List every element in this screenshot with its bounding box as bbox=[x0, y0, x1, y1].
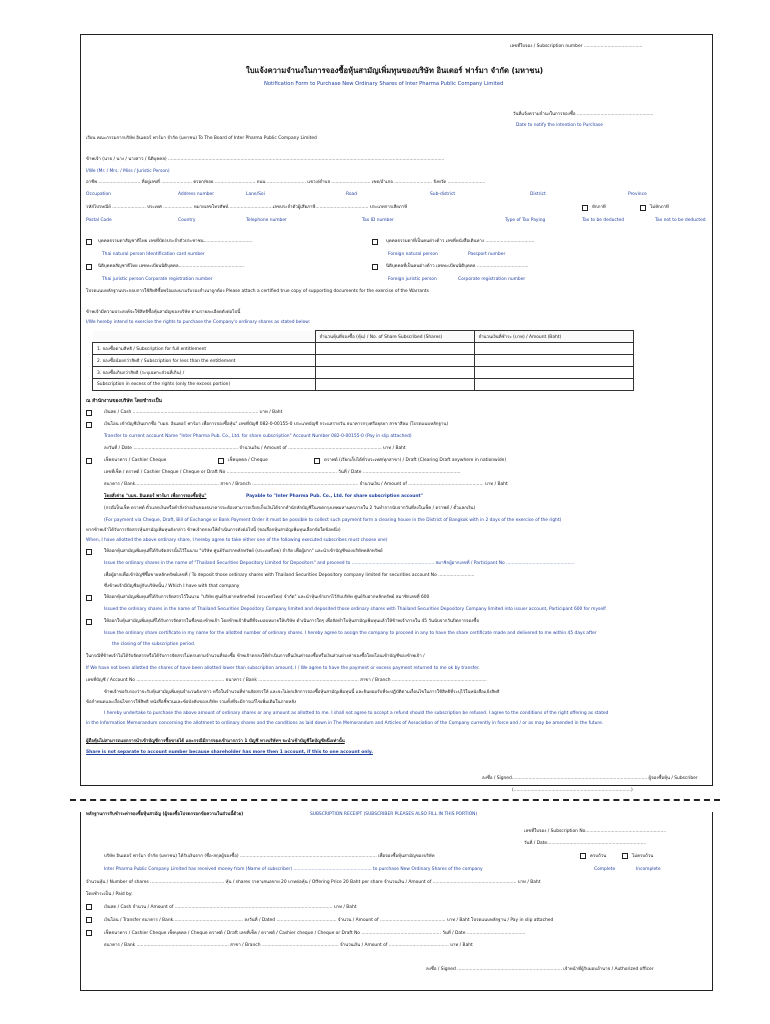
note-en: Share is not separate to account number because shareholder has more then 1 account, if this to one account only. bbox=[86, 750, 373, 755]
payable-th: โดยสั่งจ่าย "บมจ. อินเตอร์ ฟาร์มา เพื่อการจองซื้อหุ้น" bbox=[104, 494, 207, 499]
personal-cheque-label: เช็คบุคคล / Cheque bbox=[228, 458, 268, 463]
row-full-entitlement: 1. จองซื้อตามสิทธิ / Subscription for full entitlement bbox=[93, 343, 316, 355]
opt2-en: Issued the ordinary shares in the name of Thailand Securities Depository Company limited and deposited those ordinary shares with Thailand Securities Depository Company limited into issuer account, Participant 600 for myself bbox=[104, 607, 606, 612]
cheque-number[interactable]: เลขที่เช็ค / ดราฟต์ / Cashier Cheque / Cheque or Draft No ............................................................................... วันที่ / Date ...................................................................... bbox=[104, 470, 461, 475]
allotment-heading-en: When, I have allotted the above ordinary share, I hereby agree to take either one of the following executed subscribes must choose one) bbox=[86, 538, 388, 543]
table-row bbox=[93, 355, 634, 367]
complete-label-th: ครบถ้วน bbox=[590, 854, 607, 859]
draft-label: ดราฟต์ (เรียกเก็บได้ทั่วประเทศ/ทุกสาขา) / Draft (Clearing Draft anywhere in nationwide) bbox=[324, 458, 507, 463]
cell-input[interactable] bbox=[315, 343, 474, 355]
transfer-th: เงินโอน เข้าบัญชีเงินฝากชื่อ "บมจ. อินเตอร์ ฟาร์มา เพื่อการจองซื้อหุ้น" เลขที่บัญชี 082-0-00155-0 ประเภทบัญชี กระแสรายวัน ธนาคารกรุงศรีอยุธยา สาขาสีลม (โปรดแนบหลักฐาน) bbox=[104, 422, 449, 427]
cell-input[interactable] bbox=[315, 379, 474, 391]
table-row bbox=[93, 367, 634, 379]
undertake-th: ข้าพเจ้าขอรับรองว่าจะรับหุ้นสามัญเพิ่มทุนจำนวนดังกล่าว หรือในจำนวนที่ท่านจัดสรรให้ และจะไม่ยกเลิกการจองซื้อหุ้นสามัญเพิ่มทุนนี้ และยินยอมรับที่จะปฏิบัติตามเงื่อนไขในการใช้สิทธิที่ระบุไว้ในหนังสือแจ้งสิทธิ bbox=[104, 690, 500, 695]
foreign-juristic-reg[interactable]: นิติบุคคลที่เป็นคนต่างด้าว เลขทะเบียนนิติบุคคล ..................................... bbox=[386, 264, 529, 269]
applicant-contact[interactable]: รหัสไปรษณีย์ ........................ ประเทศ ..................... หมายเลขโทรศัพท์................................เลขประจำตัวผู้เสียภาษี...................................... ประเภทการเสียภาษี bbox=[86, 205, 408, 210]
row-excess-en: Subscription in excess of the rights (only the excess portion) bbox=[93, 379, 316, 391]
cell-input[interactable] bbox=[315, 355, 474, 367]
foreign-natural-passport[interactable]: บุคคลธรรมดาที่เป็นคนต่างด้าว เลขที่หนังสือเดินทาง ................................... bbox=[386, 239, 535, 244]
receipt-company-en: Inter Pharma Public Company Limited has received money from (Name of subscriber) ........................................................ to purchase New Ordinary Shares of the company bbox=[104, 867, 483, 872]
undertake-en: I hereby undertake to purchase the above amount of ordinary shares or any amount as allotted to me. I shall not agree to accept a refund should the subscription be refused. I agree to the conditions of the right offering as stated bbox=[104, 711, 609, 716]
contact-label-not-deducted: Tax not to be deducted bbox=[655, 218, 706, 223]
payable-en: Payable to "Inter Pharma Pub. Co., Ltd. for share subscription account" bbox=[246, 494, 423, 499]
receipt-transfer[interactable]: เงินโอน / Transfer ธนาคาร / Bank.................................................. ลงวันที่ / Dated ........................................... จำนวน / Amount of ............................................... บาท / Baht โปรดแนบหลักฐาน / Pay in slip attached bbox=[104, 918, 554, 923]
opt2-th: ให้ออกหุ้นสามัญเพิ่มทุนที่ได้รับการจัดสรรไว้ในนาม "บริษัท ศูนย์รับฝากหลักทรัพย์ (ประเทศไทย) จำกัด" และนำหุ้นเข้าฝากไว้กับบริษัท ศูนย์รับฝากหลักทรัพย์ สมาชิกเลขที่ 600 bbox=[104, 595, 430, 600]
allotment-heading-th: หากข้าพเจ้าได้รับการจัดสรรหุ้นสามัญเพิ่มทุนดังกล่าว ข้าพเจ้าตกลงให้ดำเนินการดังต่อไปนี้ (ขอเลือกหุ้นสามัญเพิ่มทุนเลือกข้อใดข้อหนึ่ง) bbox=[86, 528, 341, 533]
refund-th: ในกรณีที่ข้าพเจ้าไม่ได้รับจัดสรรหรือได้รับการจัดสรรไม่ครบตามจำนวนที่จองซื้อ ข้าพเจ้าตกลงให้ดำเนินการคืนเงินค่าจองซื้อหรือเงินส่วนต่างค่าจองซื้อโดยโอนเข้าบัญชีของข้าพเจ้า / bbox=[86, 654, 425, 659]
contact-label-deducted: Tax to be deducted bbox=[582, 218, 625, 223]
thai-juristic-en: Thai juristic person Corporate registration number bbox=[102, 277, 213, 282]
form-title-th: ใบแจ้งความจำนงในการจองซื้อหุ้นสามัญเพิ่มทุนของบริษัท อินเตอร์ ฟาร์มา จำกัด (มหาชน) bbox=[246, 66, 544, 75]
tax-not-deducted-label: ไม่หักภาษี bbox=[650, 205, 669, 210]
applicant-name[interactable]: ข้าพเจ้า (นาย / นาง / นางสาว / นิติบุคคล) ...................................................................................................................................................................................................... bbox=[86, 157, 445, 162]
incomplete-label-th: ไม่ครบถ้วน bbox=[632, 854, 654, 859]
opt3-en: Issue the ordinary share certificate in my name for the allotted number of ordinary shares. I hereby agree to assign the company to proceed in any to have the share certificate made and delivered to me within 45 days after bbox=[104, 631, 597, 636]
transfer-date[interactable]: ลงวันที่ / Date ........................................................................... จำนวนเงิน / Amount of ................................................................... บาท / Baht bbox=[104, 446, 406, 451]
cell-input[interactable] bbox=[474, 343, 633, 355]
transfer-en: Transfer to current account Name "Inter Pharma Pub. Co., Ltd. for share subscription" Account Number 082-0-00155-0 (Pay in slip attached) bbox=[104, 434, 412, 439]
receipt-sub-no[interactable]: เลขที่ใบจอง / Subscription No.......................................................... bbox=[524, 829, 667, 834]
refund-account[interactable]: เลขที่บัญชี / Account No ............................................................... ธนาคาร / Bank ........................................................................ สาขา / Branch .................................................................... bbox=[86, 678, 487, 683]
notify-date[interactable]: วันที่แจ้งความจำนงในการจองซื้อ ....................................................... bbox=[513, 112, 654, 117]
opt1-checkbox[interactable] bbox=[86, 549, 92, 555]
attach-note: โปรดแนบหลักฐานประกอบการใช้สิทธิซื้อพร้อมลงนามรับรองสำเนาถูกต้อง Please attach a certified true copy of supporting documents for the exercise of the Warrants bbox=[86, 289, 429, 294]
complete-checkbox[interactable] bbox=[580, 853, 586, 859]
corporate-reg-en: Corporate registration number bbox=[458, 277, 526, 282]
opt3-th: ให้ออกใบหุ้นสามัญเพิ่มทุนที่ได้รับการจัดสรรในชื่อของข้าพเจ้า โดยข้าพเจ้ายินดีที่จะมอบหมายให้บริษัท ดำเนินการใดๆ เพื่อจัดทำใบหุ้นสามัญเพิ่มทุนแล้วให้ข้าพเจ้าภายใน 45 วันนับจากวันปิดการจองซื้อ bbox=[104, 619, 479, 624]
opt1-th: ให้ออกหุ้นสามัญเพิ่มทุนที่ได้รับจัดสรรนั้นไว้ในนาม "บริษัท ศูนย์รับฝากหลักทรัพย์ (ประเทศไทย) จำกัด เพื่อผู้ฝาก" และนำเข้าบัญชีของบริษัทหลักทรัพย์ bbox=[104, 549, 383, 554]
form-title-en: Notification Form to Purchase New Ordinary Shares of Inter Pharma Public Company Limited bbox=[264, 81, 504, 87]
notify-date-en: Date to notify the intention to Purchase bbox=[516, 123, 603, 128]
subscriber-signature[interactable]: ลงชื่อ / Signed................................................................................................. ผู้จองซื้อหุ้น / Subscriber bbox=[482, 776, 698, 781]
receipt-heading-th: หลักฐานการรับชำระค่าจองซื้อหุ้นสามัญ (ผู้จองซื้อโปรดกรอกข้อความในส่วนนี้ด้วย) bbox=[86, 812, 244, 817]
incomplete-checkbox[interactable] bbox=[622, 853, 628, 859]
thai-natural-id[interactable]: บุคคลธรรมดาสัญชาติไทย เลขที่บัตรประจำตัวประชาชน................................... bbox=[98, 239, 253, 244]
cell-input[interactable] bbox=[474, 355, 633, 367]
cell-input[interactable] bbox=[474, 367, 633, 379]
transfer-checkbox[interactable] bbox=[86, 422, 92, 428]
undertake-th2: ข้อกำหนดและเงื่อนไขการใช้สิทธิ หนังสือชี้ชวนและข้อบังคับของบริษัท รวมทั้งที่จะมีการแก้ไขเพิ่มเติมในภายหลัง bbox=[86, 700, 297, 705]
addr-label-lane: Lane/Soi bbox=[246, 192, 265, 197]
receipt-paid-by: โดยชำระเป็น / Paid by: bbox=[86, 892, 133, 897]
cashier-cheque-checkbox[interactable] bbox=[86, 458, 92, 464]
tear-line bbox=[70, 799, 720, 801]
incomplete-label-en: Incomplete bbox=[636, 867, 661, 872]
addr-label-road: Road bbox=[346, 192, 358, 197]
subscription-table bbox=[92, 330, 634, 391]
receipt-cash[interactable]: เงินสด / Cash จำนวน / Amount of ................................................................................................................. บาท / Baht bbox=[104, 905, 357, 910]
intent-en: I/We hereby intend to exercise the rights to purchase the Company's ordinary shares as stated below: bbox=[86, 320, 311, 325]
cashier-cheque-label: เช็คธนาคาร / Cashier Cheque bbox=[104, 458, 167, 463]
contact-label-taxtype: Type of Tax Paying bbox=[505, 218, 546, 223]
foreign-juristic-en: Foreign juristic person bbox=[388, 277, 437, 282]
cheque-bank[interactable]: ธนาคาร / Bank............................................................ สาขา / Branch ............................................................................ จำนวนเงิน / Amount of ...................................................... บาท / Baht bbox=[104, 482, 508, 487]
applicant-address[interactable]: อาชีพ .............................. ที่อยู่เลขที่ ...................... ตรอก/ซอย ............................. ถนน ............................ แขวง/ตำบล ............................ เขต/อำเภอ ........................... จังหวัด ........................... bbox=[86, 180, 486, 185]
tax-not-deducted-checkbox[interactable] bbox=[640, 205, 646, 211]
addr-label-district: District bbox=[530, 192, 546, 197]
tax-deducted-label: หักภาษี bbox=[592, 205, 606, 210]
table-col-shares: จำนวนหุ้นที่จองซื้อ (หุ้น) / No. of Share Subscribed (Shares) bbox=[315, 331, 474, 343]
opt1-en[interactable]: Issue the ordinary shares in the name of "Thailand Securities Depository Limited for Depositors" and proceed to ........................................................... สมาชิกผู้ฝากเลขที่ / Participant No ................................................. bbox=[104, 561, 575, 566]
row-excess: 3. จองซื้อเกินกว่าสิทธิ (ระบุเฉพาะส่วนที่เกิน) / bbox=[93, 367, 316, 379]
addr-label-province: Province bbox=[628, 192, 647, 197]
undertake-en2: in the Information Memorandum concerning the allotment to ordinary shares and the conditions as laid down in The Memorandum and Articles of Association of the Company currently in force and / or as may be amended in the future. bbox=[86, 721, 604, 726]
cash-line[interactable]: เงินสด / Cash .......................................................................................... บาท / Baht bbox=[104, 410, 283, 415]
subscription-number[interactable]: เลขที่ใบจอง / Subscription number .......................................... bbox=[510, 44, 643, 49]
tax-deducted-checkbox[interactable] bbox=[582, 205, 588, 211]
refund-en: If We have not been allotted the shares of have been allotted lower than subscription amount, I / We agree to have the payment or excess payment returned to me ok by transfer. bbox=[86, 666, 480, 671]
officer-signature[interactable]: ลงชื่อ / Signed ........................................................................... เจ้าหน้าที่ผู้รับมอบอำนาจ / Authorized officer bbox=[426, 967, 654, 972]
contact-label-taxid: Tax ID number bbox=[362, 218, 394, 223]
addr-label-number: Address number bbox=[178, 192, 215, 197]
cell-input[interactable] bbox=[315, 367, 474, 379]
receipt-frame bbox=[80, 812, 713, 991]
cash-checkbox[interactable] bbox=[86, 410, 92, 416]
table-row bbox=[93, 343, 634, 355]
clearing-th: (กรณีเป็นเช็ค ดราฟต์ ตั๋วแลกเงินหรือคำสั่งจ่ายเงินของธนาคารจะต้องสามารถเรียกเก็บเงินได้จากสำนักหักบัญชีในเขตกรุงเทพมหานครภายใน 2 วันทำการนับจากวันที่ลงในเช็ค / ดราฟต์ / ตั๋วแลกเงิน) bbox=[104, 506, 476, 511]
row-less-entitlement: 2. จองซื้อน้อยกว่าสิทธิ / Subscription for less than the entitlement bbox=[93, 355, 316, 367]
table-col-amount: จำนวนเงินที่ชำระ (บาท) / Amount (Baht) bbox=[474, 331, 633, 343]
receipt-date[interactable]: วันที่ / Date....................................................................... bbox=[524, 841, 647, 846]
subscriber-name-paren[interactable]: (....................................................................................) bbox=[512, 788, 633, 793]
addr-label-occupation: Occupation bbox=[86, 192, 111, 197]
personal-cheque-checkbox[interactable] bbox=[218, 458, 224, 464]
foreign-natural-en: Foreign natural person bbox=[388, 252, 438, 257]
clearing-en: (For payment via Cheque, Draft, Bill of Exchange or Bank Payment Order it must be possible to collect such payment form a clearing house in the District of Bangkok with in 2 days of the exercise of the right) bbox=[104, 518, 562, 523]
receipt-cash-checkbox[interactable] bbox=[86, 904, 92, 910]
opt3-en2: the closing of the subscription period. bbox=[112, 642, 196, 647]
receipt-shares[interactable]: จำนวนหุ้น / Number of shares ..................................................... หุ้น / shares ราคาเสนอขาย 20 บาทต่อหุ้น / Offering Price 20 Baht per share จำนวนเงิน / Amount of ............................................................ บาท / Baht bbox=[86, 880, 541, 885]
intent-th: ข้าพเจ้ามีความประสงค์จะใช้สิทธิซื้อหุ้นสามัญของบริษัท ตามรายละเอียดดังต่อไปนี้ bbox=[86, 310, 241, 315]
complete-label-en: Complete bbox=[594, 867, 616, 872]
receipt-cheque-checkbox[interactable] bbox=[86, 930, 92, 936]
foreign-natural-checkbox[interactable] bbox=[372, 239, 378, 245]
thai-natural-en: Thai natural person Identification card number bbox=[102, 252, 205, 257]
receipt-heading-en: SUBSCRIPTION RECEIPT (SUBSCRIBER PLEASES ALSO FILL IN THIS PORTION) bbox=[310, 812, 478, 817]
payment-heading: ณ สำนักงานของบริษัท โดยชำระเป็น bbox=[86, 399, 162, 404]
opt2-checkbox[interactable] bbox=[86, 595, 92, 601]
foreign-juristic-checkbox[interactable] bbox=[372, 264, 378, 270]
opt1-tail[interactable]: เพื่อผู้ฝากเพื่อเข้าบัญชีซื้อขายหลักทรัพย์เลขที่ / To deposit those ordinary shares with Thailand Securities Depository company limited for securities account No .......................... bbox=[104, 573, 475, 578]
opt3-checkbox[interactable] bbox=[86, 619, 92, 625]
note-th: ผู้ถือหุ้นไม่สามารถแยกการนำเข้าบัญชีการซื้อขายได้ และกรณีมีการจองเข้ามากกว่า 1 บัญชี ทางบริษัทฯ จะนำเข้าบัญชีใดบัญชีหนึ่งเท่านั้น bbox=[86, 739, 345, 744]
opt1-name: ซึ่งข้าพเจ้ามีบัญชีอยู่กับบริษัทนั้น / Which I have with that company bbox=[104, 584, 240, 589]
contact-label-postal: Postal Code bbox=[86, 218, 112, 223]
receipt-company-th[interactable]: บริษัท อินเตอร์ ฟาร์มา จำกัด (มหาชน) ได้รับเงินจาก (ชื่อ-สกุลผู้จองซื้อ) .................................................................................................. เพื่อจองซื้อหุ้นสามัญของบริษัท bbox=[104, 854, 435, 859]
cell-input[interactable] bbox=[474, 379, 633, 391]
contact-label-phone: Telephone number bbox=[246, 218, 287, 223]
addressee: เรียน คณะกรรมการบริษัท อินเตอร์ ฟาร์มา จำกัด (มหาชน) To The Board of Inter Pharma Public Company Limited bbox=[86, 136, 317, 141]
contact-label-country: Country bbox=[178, 218, 196, 223]
passport-en: Passport number bbox=[468, 252, 506, 257]
draft-checkbox[interactable] bbox=[314, 458, 320, 464]
thai-juristic-checkbox[interactable] bbox=[86, 264, 92, 270]
table-row bbox=[93, 379, 634, 391]
thai-natural-checkbox[interactable] bbox=[86, 239, 92, 245]
thai-juristic-reg[interactable]: นิติบุคคลสัญชาติไทย เลขทะเบียนนิติบุคคล............................................... bbox=[98, 264, 245, 269]
addr-label-subdistrict: Sub-district bbox=[430, 192, 456, 197]
table-blank-head bbox=[93, 331, 316, 343]
receipt-bank[interactable]: ธนาคาร / Bank .................................................................. สาขา / Branch ....................................................... จำนวนเงิน / Amount of ........................................... บาท / Baht bbox=[104, 943, 473, 948]
receipt-cheque[interactable]: เช็คธนาคาร / Cashier Cheque เช็คบุคคล / Cheque ดราฟต์ / Draft เลขที่เช็ค / ดราฟต์ / Cashier cheque / Cheque or Draft No ......................................................... วันที่ / Date .......................................... bbox=[104, 931, 526, 936]
applicant-name-en: I/We (Mr. / Mrs. / Miss / Juristic Person) bbox=[86, 169, 170, 174]
receipt-transfer-checkbox[interactable] bbox=[86, 917, 92, 923]
